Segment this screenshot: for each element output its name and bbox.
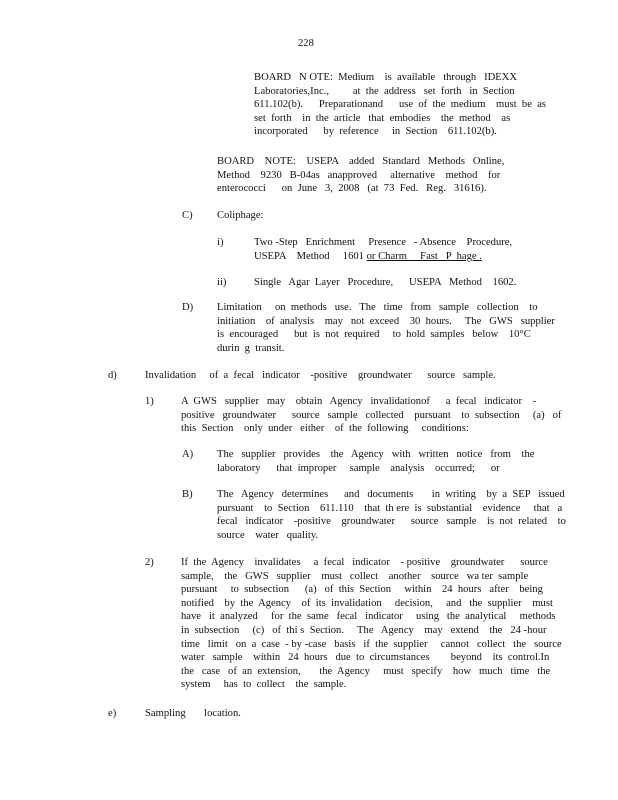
charm-fast-phage-link[interactable]: or Charm Fast P hage .: [366, 250, 482, 262]
text-line: incorporated by reference in Section 611.102(b).: [254, 126, 497, 138]
text-line: system has to collect the sample.: [181, 679, 347, 691]
text-line: durin g transit.: [217, 342, 285, 354]
page-number: 228: [298, 38, 314, 49]
item-c-marker: C): [182, 210, 193, 221]
text-line: water sample within 24 hours due to circumstances beyond its control.In: [181, 652, 550, 664]
text-line: Laboratories,Inc., at the address set forth in Section: [254, 85, 515, 97]
text-line: The Agency determines and documents in writing by a SEP issued: [217, 489, 565, 500]
item-1b-text: [217, 488, 566, 542]
text-line: BOARD N OTE: Medium is available through IDEXX: [254, 72, 518, 83]
text-line: pursuant to subsection (a) of this Section within 24 hours after being: [181, 584, 543, 596]
text-line: A GWS supplier may obtain Agency invalidationof a fecal indicator -: [181, 396, 537, 407]
text-line: notified by the Agency of its invalidation decision, and the supplier must: [181, 597, 553, 609]
text-line: set forth in the article that embodies the method as: [254, 112, 511, 124]
text-line: 611.102(b). Preparationand use of the medium must be as: [254, 99, 547, 111]
text-line: positive groundwater source sample collected pursuant to subsection (a) of: [181, 409, 562, 421]
section-d-heading: Invalidation of a fecal indicator -positive groundwater source sample.: [145, 370, 496, 381]
section-d-marker: d): [108, 370, 117, 381]
item-ci-marker: i): [217, 237, 224, 248]
text-line: time limit on a case - by -case basis if the supplier cannot collect the source: [181, 638, 562, 650]
text-line: Two -Step Enrichment Presence - Absence Procedure,: [254, 237, 513, 248]
item-1a-text: [217, 448, 535, 475]
board-note-usepa: [217, 155, 505, 196]
text-line: have it analyzed for the same fecal indicator using the analytical methods: [181, 611, 556, 623]
text-line: Method 9230 B-04as anapproved alternative method for: [217, 169, 501, 181]
text-line: this Section only under either of the following conditions:: [181, 423, 469, 435]
text-line: initiation of analysis may not exceed 30 hours. The GWS supplier: [217, 315, 555, 327]
text-line: The supplier provides the Agency with written notice from the: [217, 449, 535, 460]
item-1a-marker: A): [182, 449, 194, 460]
text-line: enterococci on June 3, 2008 (at 73 Fed. Reg. 31616).: [217, 183, 487, 195]
text-segment: USEPA Method 1601: [254, 250, 367, 262]
text-line: the case of an extension, the Agency must specify how much time the: [181, 665, 551, 677]
text-line: is encouraged but is not required to hold samples below 10°C: [217, 329, 531, 341]
text-line: laboratory that improper sample analysis occurred; or: [217, 462, 500, 474]
text-line: Limitation on methods use. The time from sample collection to: [217, 302, 538, 313]
item-c-heading: Coliphage:: [217, 210, 264, 221]
item-1-text: [181, 395, 562, 436]
text-line: [254, 250, 504, 264]
item-2-marker: 2): [145, 557, 154, 568]
text-line: in subsection (c) of thi s Section. The Agency may extend the 24 -hour: [181, 624, 547, 636]
text-line: If the Agency invalidates a fecal indicator - positive groundwater source: [181, 557, 548, 568]
text-line: sample, the GWS supplier must collect another source wa ter sample: [181, 570, 529, 582]
board-note-medium: [254, 71, 547, 139]
section-e-marker: e): [108, 708, 117, 719]
item-2-text: [181, 556, 562, 692]
item-d-text: [217, 301, 555, 355]
section-e-heading: Sampling location.: [145, 708, 241, 719]
text-line: fecal indicator -positive groundwater source sample is not related to: [217, 516, 566, 528]
item-d-marker: D): [182, 302, 194, 313]
text-line: source water quality.: [217, 529, 319, 541]
item-cii-text: Single Agar Layer Procedure, USEPA Method 1602.: [254, 277, 517, 288]
item-1b-marker: B): [182, 489, 193, 500]
text-line: BOARD NOTE: USEPA added Standard Methods Online,: [217, 156, 505, 167]
item-ci-text: [254, 236, 513, 263]
item-1-marker: 1): [145, 396, 154, 407]
item-cii-marker: ii): [217, 277, 227, 288]
text-line: pursuant to Section 611.110 that th ere is substantial evidence that a: [217, 502, 563, 514]
